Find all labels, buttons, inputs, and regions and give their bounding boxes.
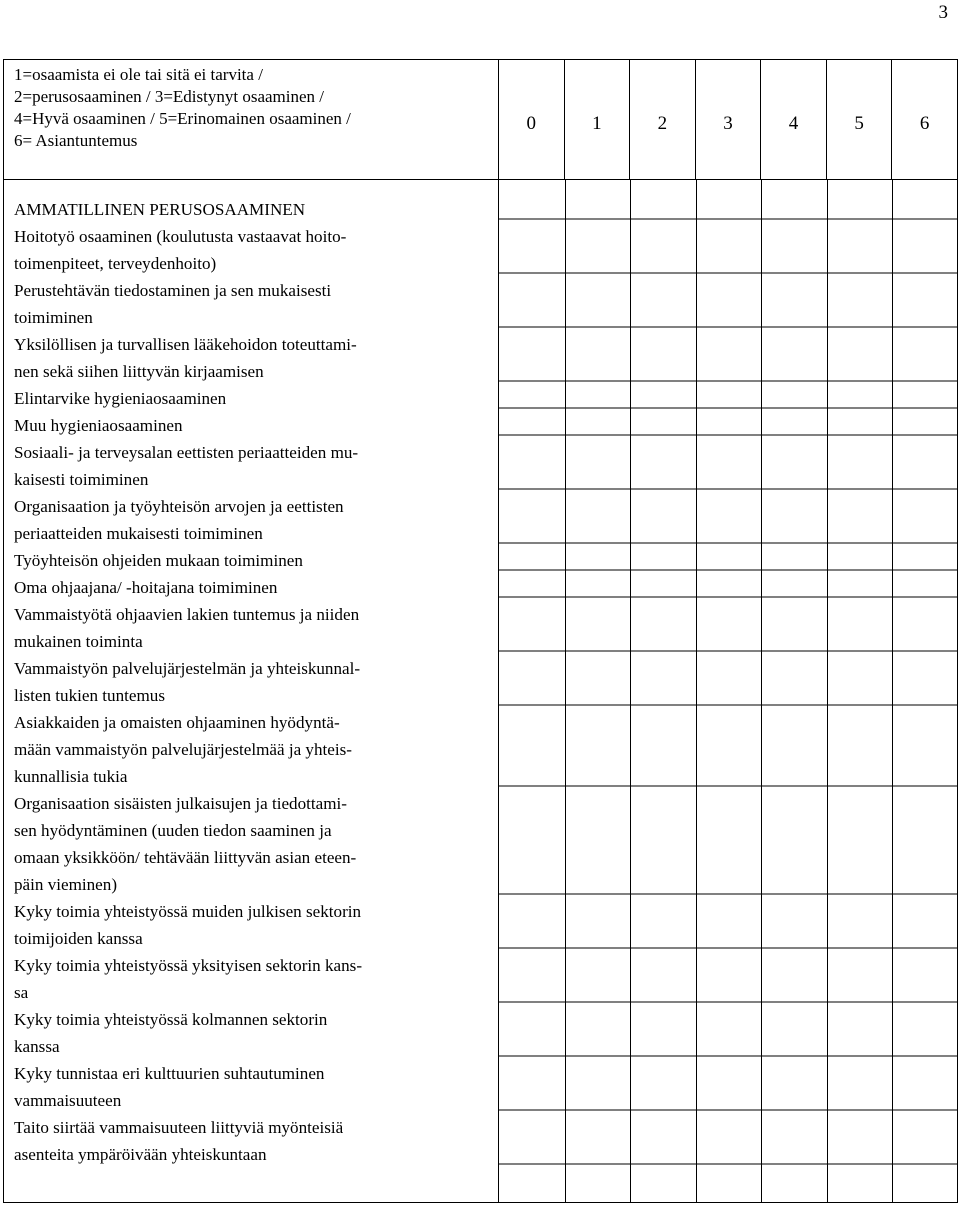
competency-item-line: Asiakkaiden ja omaisten ohjaaminen hyödyntä- — [14, 713, 340, 732]
competency-item-line: Vammaistyötä ohjaavien lakien tuntemus ja niiden — [14, 605, 360, 624]
legend-line: 1=osaamista ei ole tai sitä ei tarvita / — [14, 65, 263, 84]
competency-item-line: Hoitotyö osaaminen (koulutusta vastaavat hoito- — [14, 227, 347, 246]
competency-item-line: asenteita ympäröivään yhteiskuntaan — [14, 1145, 267, 1164]
scale-header-0: 0 — [499, 60, 565, 180]
content-row — [4, 180, 958, 1203]
competency-items — [14, 223, 488, 1168]
competency-item-line: Elintarvike hygieniaosaaminen — [14, 389, 227, 408]
scale-header-4: 4 — [761, 60, 827, 180]
competency-item-line: mään vammaistyön palvelujärjestelmää ja yhteis- — [14, 740, 352, 759]
competency-item-line: kanssa — [14, 1037, 60, 1056]
scale-header-3: 3 — [695, 60, 761, 180]
legend-line: 6= Asiantuntemus — [14, 131, 138, 150]
page-number: 3 — [938, 2, 948, 23]
competency-item-line: Organisaation ja työyhteisön arvojen ja eettisten — [14, 497, 344, 516]
competency-item-line: Kyky toimia yhteistyössä muiden julkisen sektorin — [14, 902, 362, 921]
competency-item-line: päin vieminen) — [14, 875, 118, 894]
competency-item-line: listen tukien tuntemus — [14, 686, 165, 705]
scale-header-6: 6 — [892, 60, 958, 180]
competency-item-line: toimenpiteet, terveydenhoito) — [14, 254, 217, 273]
scale-header-1: 1 — [564, 60, 630, 180]
competency-item-line: Perustehtävän tiedostaminen ja sen mukaisesti — [14, 281, 332, 300]
scale-legend — [4, 60, 499, 180]
scale-header-2: 2 — [630, 60, 696, 180]
competency-item-line: Oma ohjaajana/ -hoitajana toimiminen — [14, 578, 278, 597]
competency-item-line: Taito siirtää vammaisuuteen liittyviä myönteisiä — [14, 1118, 344, 1137]
section-title: AMMATILLINEN PERUSOSAAMINEN — [14, 200, 306, 219]
competency-item-line: Kyky toimia yhteistyössä yksityisen sektorin kans- — [14, 956, 363, 975]
scale-header-5: 5 — [826, 60, 892, 180]
legend-line: 2=perusosaaminen / 3=Edistynyt osaaminen / — [14, 87, 325, 106]
legend-line: 4=Hyvä osaaminen / 5=Erinomainen osaaminen / — [14, 109, 351, 128]
competency-item-line: Yksilöllisen ja turvallisen lääkehoidon toteuttami- — [14, 335, 357, 354]
competency-rating-table — [3, 59, 958, 1203]
rating-grid — [499, 180, 958, 1202]
competency-item-line: Sosiaali- ja terveysalan eettisten periaatteiden mu- — [14, 443, 359, 462]
competency-item-line: Muu hygieniaosaaminen — [14, 416, 183, 435]
competency-item-line: toimijoiden kanssa — [14, 929, 143, 948]
header-row — [4, 60, 958, 180]
competency-item-line: vammaisuuteen — [14, 1091, 122, 1110]
competency-item-line: sa — [14, 983, 29, 1002]
competency-item-line: mukainen toiminta — [14, 632, 143, 651]
rating-grid-area — [499, 180, 958, 1203]
competency-item-line: Kyky toimia yhteistyössä kolmannen sektorin — [14, 1010, 328, 1029]
competency-item-line: toimiminen — [14, 308, 93, 327]
competency-item-line: kunnallisia tukia — [14, 767, 128, 786]
competency-item-line: omaan yksikköön/ tehtävään liittyvän asian eteen- — [14, 848, 357, 867]
competency-item-line: Vammaistyön palvelujärjestelmän ja yhteiskunnal- — [14, 659, 361, 678]
competency-item-line: Organisaation sisäisten julkaisujen ja tiedottami- — [14, 794, 347, 813]
competency-item-line: nen sekä siihen liittyvän kirjaamisen — [14, 362, 264, 381]
competency-item-line: Kyky tunnistaa eri kulttuurien suhtautuminen — [14, 1064, 325, 1083]
competency-list — [4, 180, 499, 1203]
competency-item-line: periaatteiden mukaisesti toimiminen — [14, 524, 263, 543]
competency-item-line: sen hyödyntäminen (uuden tiedon saaminen ja — [14, 821, 332, 840]
competency-item-line: kaisesti toimiminen — [14, 470, 149, 489]
competency-item-line: Työyhteisön ohjeiden mukaan toimiminen — [14, 551, 303, 570]
